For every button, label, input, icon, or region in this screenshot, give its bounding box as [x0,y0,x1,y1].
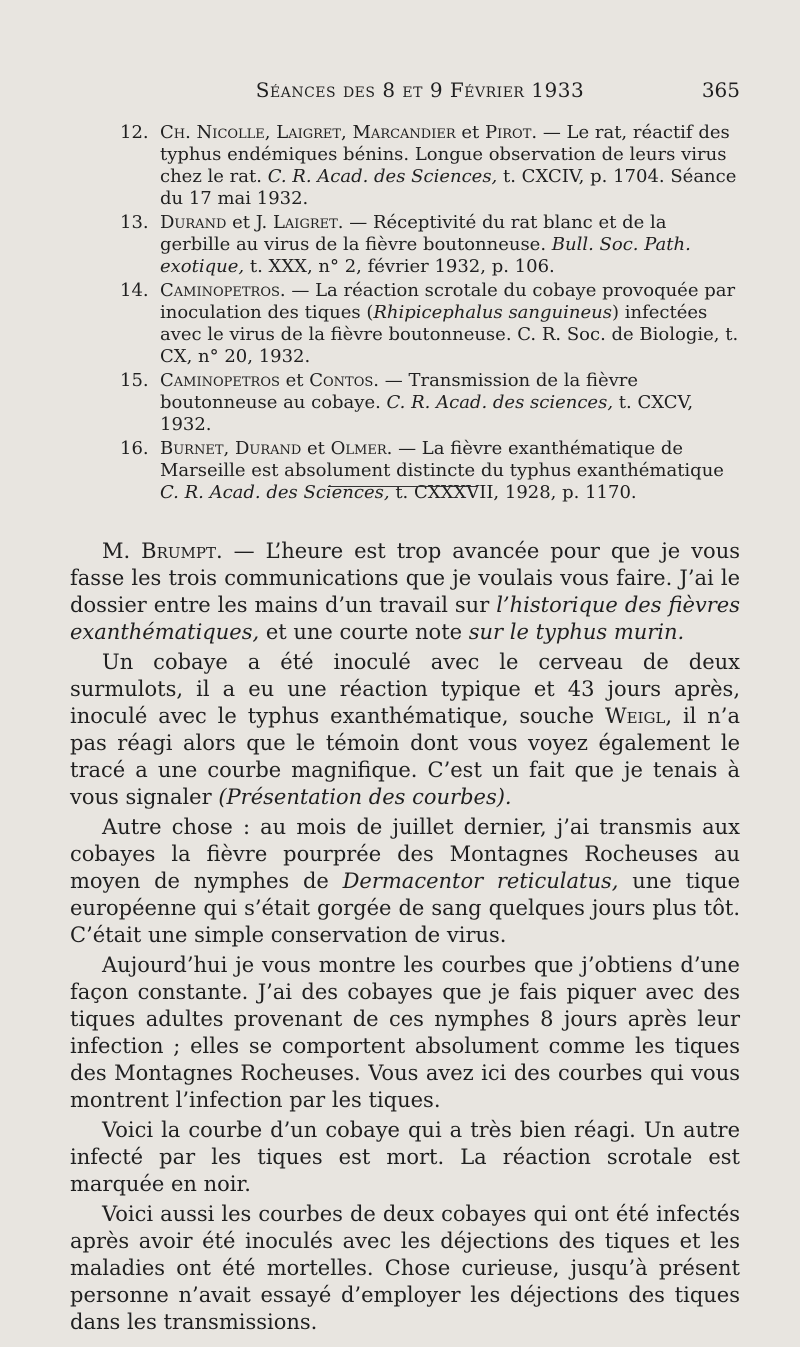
paragraph: Voici aussi les courbes de deux cobayes qui ont été infectés après avoir été inoculés avec les déjections des tiques et les maladies ont été mortelles. Chose curieuse, jusqu’à présent personne n’avait essayé d’employer les déjections des tiques dans les transmissions. [70,1202,740,1334]
reference-journal: C. R. Acad. des sciences, [386,392,614,413]
reference-title: — Le rat, réactif des typhus endémiques bénins. Longue observation de leurs virus chez le rat. [160,122,730,187]
speaker-name: M. Brumpt. [102,539,223,563]
paragraph-text: Un cobaye a été inoculé avec le cerveau de deux surmulots, il a eu une réaction typique et 43 jours après, inoculé avec le typhus exanthématique, souche [70,650,740,728]
reference-item [88,280,742,368]
paragraph: Aujourd’hui je vous montre les courbes que j’obtiens d’une façon constante. J’ai des cobayes que je fais piquer avec des tiques adultes provenant de ces nymphes 8 jours après leur infection ; elles se comportent absolument comme les tiques des Montagnes Rocheuses. Vous avez ici des courbes qui vous montrent l’infection par les tiques. [70,953,740,1112]
paragraph-text: il n’a pas réagi alors que le témoin dont vous voyez également le tracé a une courbe magnifique. C’est un fait que je tenais à vous signaler [70,704,740,809]
section-divider [328,486,478,487]
reference-item [88,212,742,278]
paragraph-text: Autre chose : au mois de juillet dernier, j’ai transmis aux cobayes la fièvre pourprée des Montagnes Rocheuses au moyen de nymphes de [70,815,740,893]
page-number: 365 [701,78,740,102]
reference-title: — La réaction scrotale du cobaye provoquée par inoculation des tiques ( [160,280,736,323]
reference-number: 13. [120,212,149,233]
running-title: Séances des 8 et 9 Février 1933 [255,78,585,102]
reference-author-join: et [279,370,310,391]
reference-number: 14. [120,280,149,301]
paragraph [70,814,740,949]
reference-authors: Caminopetros [160,370,280,391]
paragraph-text: une tique européenne qui s’était gorgée de sang quelques jours plus tôt. C’était une simple conservation de virus. [70,869,740,947]
reference-authors: Ch. Nicolle, Laigret, Marcandier [160,122,456,143]
main-text [70,538,740,1339]
reference-author-join: et J. [226,212,273,233]
reference-number: 16. [120,438,149,459]
reference-list [88,122,742,506]
reference-number: 15. [120,370,149,391]
paragraph-italic: (Présentation des courbes). [218,785,512,809]
reference-journal: Rhipicephalus sanguineus [373,302,612,323]
reference-details: t. CXXXVII, 1928, p. 1170. [389,482,637,503]
reference-item [88,370,742,436]
reference-item [88,122,742,210]
reference-authors: Burnet, Durand [160,438,302,459]
reference-title: — Réceptivité du rat blanc et de la gerbille au virus de la fièvre boutonneuse. [160,212,667,255]
reference-author-join: et [455,122,485,143]
reference-details: t. CXCIV, p. 1704. Séance du 17 mai 1932. [160,166,737,209]
reference-title: — Transmission de la fièvre boutonneuse au cobaye. [160,370,639,413]
reference-authors-2: Pirot. [485,122,538,143]
reference-authors-2: Olmer. [330,438,393,459]
reference-author-join: et [301,438,331,459]
reference-number: 12. [120,122,149,143]
reference-details: t. XXX, n° 2, février 1932, p. 106. [244,256,555,277]
paragraph-italic: sur le typhus murin. [468,620,685,644]
paragraph-italic: Dermacentor reticulatus, [342,869,619,893]
reference-authors: Durand [160,212,227,233]
reference-authors-2: Contos. [309,370,380,391]
reference-details: ) infectées avec le virus de la fièvre boutonneuse. C. R. Soc. de Biologie, t. CX, n° 20, 1932. [160,302,739,367]
paragraph: Voici la courbe d’un cobaye qui a très bien réagi. Un autre infecté par les tiques est mort. La réaction scrotale est marquée en noir. [70,1118,740,1196]
reference-item [88,438,742,504]
reference-journal: Bull. Soc. Path. exotique, [160,234,691,277]
paragraph-text: et une courte note [259,620,469,644]
reference-details: t. CXCV, 1932. [160,392,694,435]
running-header [100,78,740,108]
strain-name: Weigl, [604,704,673,728]
reference-title: — La fièvre exanthématique de Marseille est absolument distincte du typhus exanthématique [160,438,724,481]
reference-journal: C. R. Acad. des Sciences, [160,482,390,503]
reference-journal: C. R. Acad. des Sciences, [267,166,498,187]
paragraph-text: — L’heure est trop avancée pour que je vous fasse les trois communications que je voulais vous faire. J’ai le dossier entre les mains d’un travail sur [70,539,740,617]
reference-authors-2: Laigret. [272,212,344,233]
paragraph-italic: l’historique des fièvres exanthématiques, [70,593,741,644]
paragraph [70,538,740,646]
paragraph [70,649,740,811]
reference-authors: Caminopetros. [160,280,286,301]
